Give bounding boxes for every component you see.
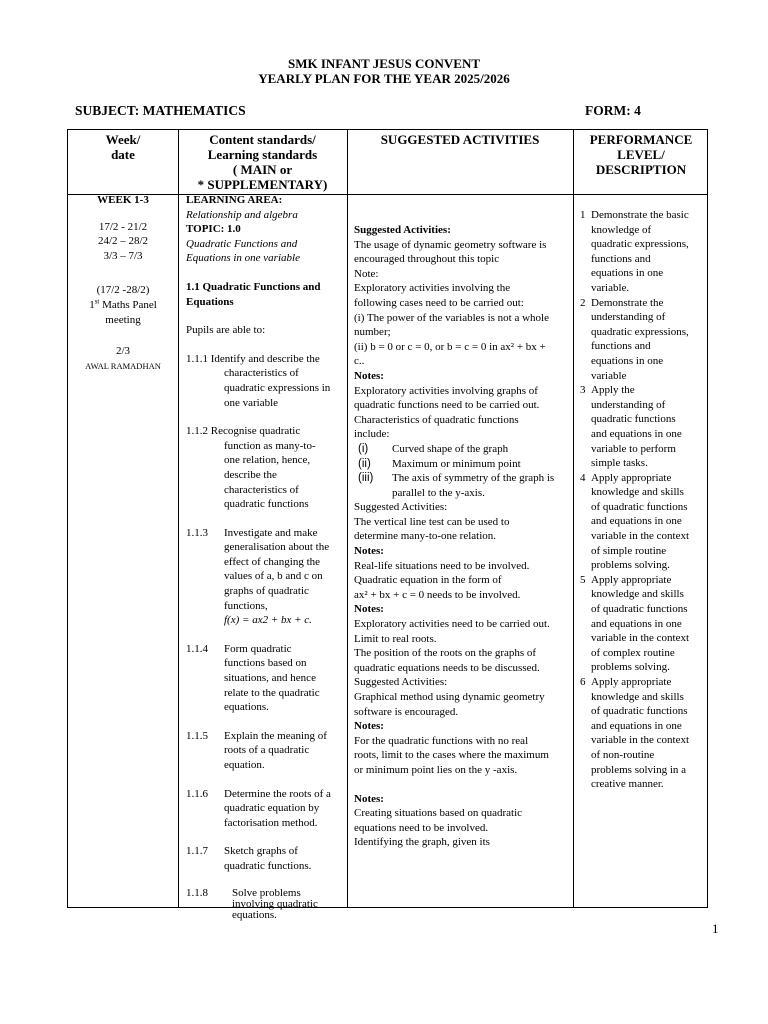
performance-line: problems solving. — [591, 661, 670, 674]
performance-line: variable in the context — [591, 530, 690, 543]
subtopic-title: 1.1 Quadratic Functions and — [186, 280, 321, 293]
performance-line: problems solving in a — [591, 763, 687, 776]
performance-line: of quadratic functions — [591, 705, 688, 718]
learning-standard-1-1-6: 1.1.6 Determine the roots of a quadratic equation by factorisation method. — [186, 787, 331, 829]
learning-standard-1-1-2: 1.1.2 Recognise quadratic function as many-to- one relation, hence, describe the characteristics of quadratic functions — [186, 425, 316, 511]
performance-line: knowledge and skills — [591, 486, 684, 499]
performance-line: knowledge and skills — [591, 588, 684, 601]
performance-line: equations in one — [591, 267, 664, 280]
header-suggested-activities: SUGGESTED ACTIVITIES — [380, 132, 540, 147]
week-date: 24/2 – 28/2 — [97, 235, 149, 248]
learning-standard-1-1-7: 1.1.7 Sketch graphs of quadratic functions. — [186, 845, 312, 872]
performance-line: variable in the context — [591, 632, 690, 645]
performance-line: of non-routine — [591, 748, 655, 761]
performance-line: of quadratic functions — [591, 500, 688, 513]
pupils-label: Pupils are able to: — [186, 324, 266, 337]
list-item: (iii) The axis of symmetry of the graph is parallel to the y-axis. — [358, 472, 555, 499]
meeting-title: 1st Maths Panel — [89, 297, 157, 311]
learning-standard-1-1-1: 1.1.1 Identify and describe the characteristics of quadratic expressions in one variable — [186, 352, 331, 409]
yearly-plan-table — [67, 129, 708, 921]
performance-line: Apply appropriate — [591, 471, 672, 484]
header-content-standards: Content standards/ Learning standards ( MAIN or * SUPPLEMENTARY) — [197, 132, 328, 192]
week-date: 3/3 – 7/3 — [103, 249, 143, 262]
topic-label: TOPIC: 1.0 — [186, 223, 241, 236]
school-name: SMK INFANT JESUS CONVENT — [287, 56, 481, 71]
meeting-dates: (17/2 -28/2) — [96, 284, 150, 297]
week-title: WEEK 1-3 — [97, 194, 149, 206]
list-item: (i) Curved shape of the graph — [358, 442, 509, 455]
performance-line: and equations in one — [591, 617, 682, 630]
week-date: 17/2 - 21/2 — [98, 220, 148, 233]
performance-line: quadratic expressions, — [591, 325, 689, 338]
subject-label: SUBJECT: MATHEMATICS — [75, 103, 246, 118]
header-performance-level: PERFORMANCE LEVEL/ DESCRIPTION — [589, 132, 693, 177]
performance-line: functions and — [591, 252, 651, 265]
list-item: (ii) Maximum or minimum point — [358, 457, 521, 470]
performance-line: problems solving. — [591, 559, 670, 572]
suggested-activities-cell: Suggested Activities: The usage of dynamic geometry software is encouraged throughout this topic Note: Exploratory activities involving the following cases need to be carried out: (i) The power of the variables is not a whole number; (ii) b = 0 or c = 0, or b = c = 0 in ax² + bx + c.. Notes: Exploratory activities involving graphs of quadratic functions need to be carried out. Characteristics of quadratic functions include: (i) Curved shape of the graph (ii) Maximum or minimum point (iii) The axis of symmetry of the graph is parallel to the y-axis. Suggested Activities: The vertical line test can be used to determine many-to-one relation. Notes: Real-life situations need to be involved. Quadratic equation in the form of ax² + bx + c = 0 needs to be involved. Notes: Exploratory activities need to be carried out. Limit to real roots. The position of the roots on the graphs of quadratic equations needs to be discussed. Suggested Activities: Graphical method using dynamic geometry software is encouraged. Notes: For the quadratic functions with no real roots, limit to the cases where the maximum or minimum point lies on the y -axis. Notes: Creating situations based on quadratic equations need to be involved. Identifying the graph, given its — [354, 223, 572, 850]
performance-level-4: 4 Apply appropriate knowledge and skills of quadratic functions and equations in one variable in the context of simple routine problems solving. — [580, 471, 690, 572]
performance-line: and equations in one — [591, 515, 682, 528]
ramadhan-date: 2/3 — [115, 345, 131, 358]
content-standards-cell: LEARNING AREA: Relationship and algebra TOPIC: 1.0 Quadratic Functions and Equations in one variable 1.1 Quadratic Functions and Equations Pupils are able to: 1.1.1 Identify and describe the characteristics of quadratic expressions in one variable 1.1.2 Recognise quadratic function as many-to- one relation, hence, describe the characteristics of quadratic functions 1.1.3 Investigate and make generalisation about the effect of changing the values of a, b and c on graphs of quadratic functions, f(x) = ax2 + bx + c. 1.1.4 Form quadratic functions based on situations, and hence relate to the quadratic equations. 1.1.5 Explain the meaning of roots of a quadratic equation. 1.1.6 Determine the roots of a quadratic equation by factorisation method. 1.1.7 Sketch graphs of quadratic functions. 1.1.8 Solve problems involving quadratic equations. — [186, 193, 346, 921]
header-week: Week/ date — [105, 132, 141, 162]
performance-line: knowledge and skills — [591, 690, 684, 703]
performance-line: variable. — [591, 281, 630, 294]
learning-standard-1-1-8: 1.1.8 Solve problems involving quadratic equations. — [186, 886, 318, 921]
performance-line: variable — [591, 369, 627, 382]
performance-level-3: 3 Apply the understanding of quadratic functions and equations in one variable to perform simple tasks. — [580, 384, 682, 470]
learning-standard-1-1-3: 1.1.3 Investigate and make generalisation about the effect of changing the values of a, b and c on graphs of quadratic functions, f(x) = ax2 + bx + c. — [186, 526, 330, 627]
column-divider — [573, 130, 574, 907]
plan-title: YEARLY PLAN FOR THE YEAR 2025/2026 — [258, 71, 510, 86]
performance-line: and equations in one — [591, 427, 682, 440]
performance-line: understanding of — [591, 311, 666, 324]
performance-level-cell — [580, 208, 706, 792]
performance-line: creative manner. — [591, 778, 664, 791]
performance-line: of simple routine — [591, 544, 667, 557]
meeting-label: meeting — [105, 313, 141, 326]
performance-line: simple tasks. — [591, 457, 648, 470]
performance-line: variable to perform — [591, 442, 676, 455]
week-cell — [68, 193, 178, 373]
column-divider — [178, 130, 179, 907]
performance-line: knowledge of — [591, 223, 652, 236]
performance-line: of complex routine — [591, 646, 675, 659]
performance-line: Demonstrate the basic — [591, 209, 689, 221]
performance-level-1: 1 Demonstrate the basic knowledge of quadratic expressions, functions and equations in one variable. — [580, 209, 689, 294]
performance-level-5: 5 Apply appropriate knowledge and skills of quadratic functions and equations in one variable in the context of complex routine problems solving. — [580, 573, 690, 674]
learning-standard-1-1-5: 1.1.5 Explain the meaning of roots of a quadratic equation. — [186, 729, 327, 771]
performance-line: of quadratic functions — [591, 603, 688, 616]
learning-area-label: LEARNING AREA: — [186, 194, 283, 206]
performance-line: Apply appropriate — [591, 573, 672, 586]
ramadhan-label: AWAL RAMADHAN — [85, 360, 161, 371]
performance-line: quadratic functions — [591, 413, 676, 426]
performance-line: Demonstrate the — [591, 296, 664, 309]
performance-line: understanding of — [591, 398, 666, 411]
performance-line: variable in the context — [591, 734, 690, 747]
form-label: FORM: 4 — [585, 103, 641, 118]
column-divider — [347, 130, 348, 907]
performance-line: functions and — [591, 340, 651, 353]
performance-line: and equations in one — [591, 719, 682, 732]
performance-line: quadratic expressions, — [591, 238, 689, 251]
performance-line: equations in one — [591, 354, 664, 367]
performance-line: Apply the — [591, 384, 635, 397]
learning-standard-1-1-4: 1.1.4 Form quadratic functions based on situations, and hence relate to the quadratic equations. — [186, 642, 320, 714]
performance-level-6: 6 Apply appropriate knowledge and skills of quadratic functions and equations in one variable in the context of non-routine problems solving in a creative manner. — [580, 676, 690, 791]
learning-area: Relationship and algebra — [186, 208, 298, 221]
performance-line: Apply appropriate — [591, 676, 672, 688]
page-number: 1 — [712, 921, 719, 936]
performance-level-2: 2 Demonstrate the understanding of quadratic expressions, functions and equations in one variable — [580, 296, 689, 382]
